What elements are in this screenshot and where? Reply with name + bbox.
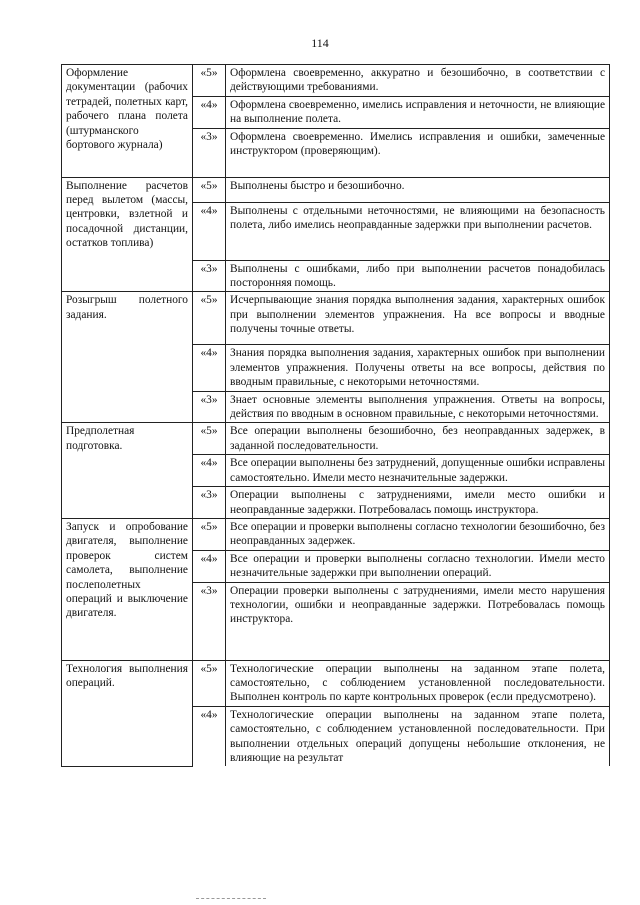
description-cell: Операции проверки выполнены с затруднениями, имели место нарушения технологии, ошибки и неоправданные задержки. Потребовалась помощь инструктора. [226, 582, 610, 660]
criterion-cell [62, 65, 193, 178]
grade-cell: «5» [193, 177, 226, 202]
table-row [62, 660, 610, 706]
description-cell: Выполнены с ошибками, либо при выполнении расчетов понадобилась посторонняя помощь. [226, 260, 610, 292]
grade-cell: «3» [193, 391, 226, 423]
grade-cell: «5» [193, 423, 226, 455]
criterion-cell [62, 660, 193, 766]
criterion-text: Запуск и опробование двигателя, выполнение проверок систем самолета, выполнение послеполетных операций и выключение двигателя. [66, 520, 188, 620]
scan-artifact-divider [196, 898, 266, 900]
criterion-cell [62, 518, 193, 660]
grade-cell: «5» [193, 518, 226, 550]
criterion-cell [62, 423, 193, 518]
description-cell: Все операции и проверки выполнены согласно технологии. Имели место незначительные задержки при выполнении операций. [226, 550, 610, 582]
grade-cell: «5» [193, 660, 226, 706]
grade-cell: «4» [193, 202, 226, 260]
grade-cell: «3» [193, 128, 226, 177]
grade-cell: «4» [193, 345, 226, 391]
table-row [62, 65, 610, 97]
criterion-text: Выполнение расчетов перед вылетом (массы, центровки, взлетной и посадочной дистанции, остатков топлива) [66, 179, 188, 250]
grade-cell: «3» [193, 487, 226, 519]
table-row [62, 423, 610, 455]
description-cell: Знания порядка выполнения задания, характерных ошибок при выполнении элементов упражнения. Получены ответы на все вопросы, действия по вводным правильные, с некоторыми неточностями. [226, 345, 610, 391]
grade-cell: «3» [193, 260, 226, 292]
table-row [62, 177, 610, 202]
description-cell: Оформлена своевременно. Имелись исправления и ошибки, замеченные инструктором (проверяющим). [226, 128, 610, 177]
criterion-cell [62, 177, 193, 292]
table-row [62, 518, 610, 550]
description-cell: Оформлена своевременно, имелись исправления и неточности, не влияющие на выполнение полета. [226, 96, 610, 128]
grade-cell: «5» [193, 65, 226, 97]
criterion-text: Оформление документации (рабочих тетрадей, полетных карт, рабочего плана полета (штурманского бортового журнала) [66, 67, 188, 152]
description-cell: Технологические операции выполнены на заданном этапе полета, самостоятельно, с соблюдением установленной последовательности. Выполнен контроль по карте контрольных проверок (если предусмотрено). [226, 660, 610, 706]
criterion-cell [62, 292, 193, 423]
description-cell: Технологические операции выполнены на заданном этапе полета, самостоятельно, с соблюдением установленной последовательности. При выполнении отдельных операций допущены небольшие отклонения, не влияющие на результат [226, 706, 610, 766]
description-cell: Все операции выполнены без затруднений, допущенные ошибки исправлены самостоятельно. Имели место незначительные задержки. [226, 455, 610, 487]
criterion-text: Предполетная подготовка. [66, 425, 135, 452]
description-cell: Знает основные элементы выполнения упражнения. Ответы на вопросы, действия по вводным в основном правильные, с некоторыми неточностями. [226, 391, 610, 423]
description-cell: Исчерпывающие знания порядка выполнения задания, характерных ошибок при выполнении элементов упражнения. На все вопросы и вводные получены точные ответы. [226, 292, 610, 345]
page-number: 114 [311, 36, 329, 50]
criterion-text: Розыгрыш полетного задания. [66, 294, 188, 321]
grade-cell: «4» [193, 455, 226, 487]
description-cell: Операции выполнены с затруднениями, имели место ошибки и неоправданные задержки. Потребовалась помощь инструктора. [226, 487, 610, 519]
grade-cell: «4» [193, 96, 226, 128]
description-cell: Оформлена своевременно, аккуратно и безошибочно, в соответствии с действующими требованиями. [226, 65, 610, 97]
description-cell: Выполнены с отдельными неточностями, не влияющими на безопасность полета, либо имелись неоправданные задержки при выполнении расчетов. [226, 202, 610, 260]
description-cell: Выполнены быстро и безошибочно. [226, 177, 610, 202]
grade-cell: «5» [193, 292, 226, 345]
grading-criteria-table [61, 64, 610, 767]
description-cell: Все операции выполнены безошибочно, без неоправданных задержек, в заданной последовательности. [226, 423, 610, 455]
grade-cell: «4» [193, 706, 226, 766]
grade-cell: «3» [193, 582, 226, 660]
criterion-text: Технология выполнения операций. [66, 662, 188, 689]
grade-cell: «4» [193, 550, 226, 582]
description-cell: Все операции и проверки выполнены согласно технологии безошибочно, без неоправданных задержек. [226, 518, 610, 550]
table-row [62, 292, 610, 345]
